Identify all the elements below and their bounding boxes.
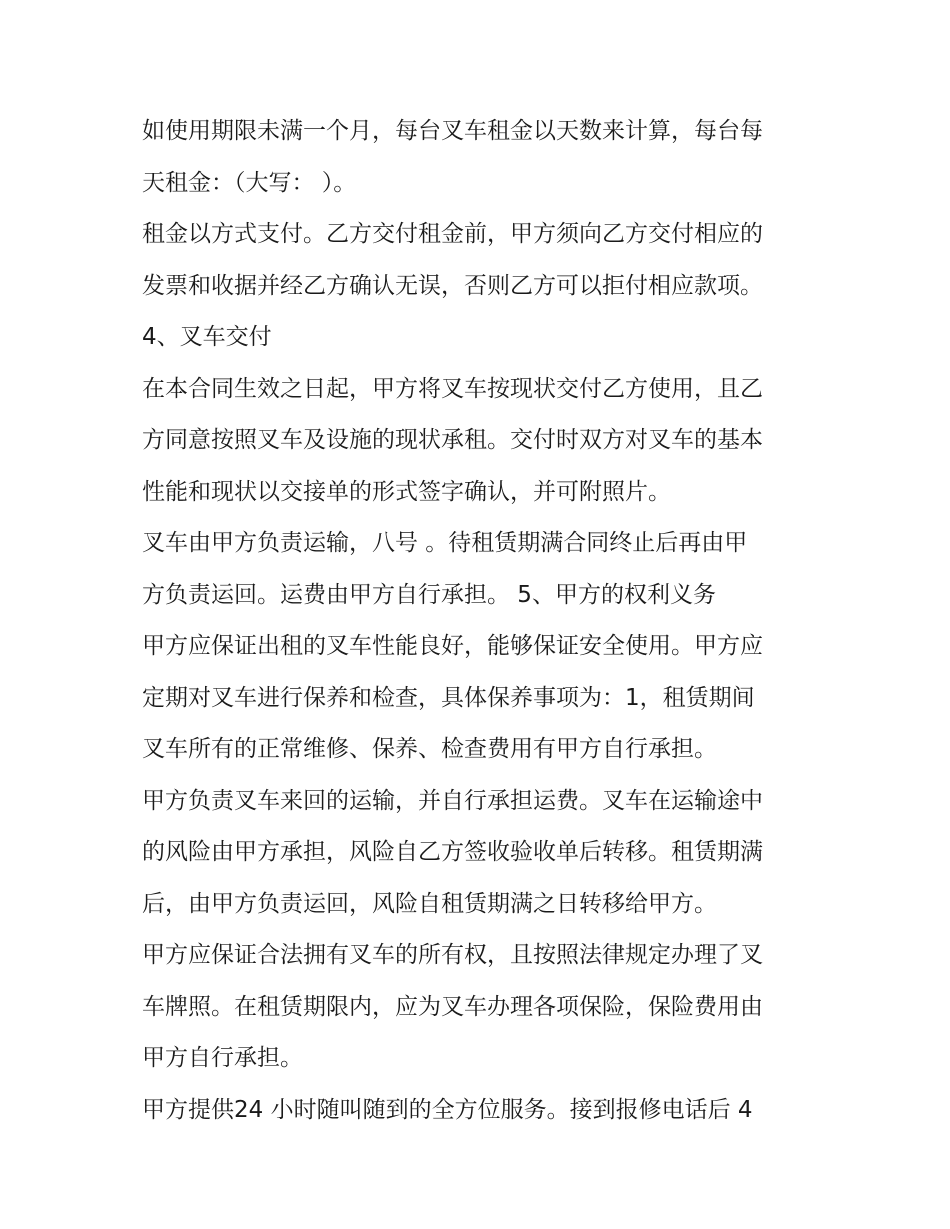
contract-text-body xyxy=(142,106,822,1136)
text-line: 甲方自行承担。 xyxy=(142,1045,303,1071)
text-line: 如使用期限未满一个月，每台叉车租金以天数来计算，每台每 xyxy=(142,118,763,144)
text-line: 车牌照。在租赁期限内，应为叉车办理各项保险，保险费用由 xyxy=(142,993,763,1020)
text-line: 后，由甲方负责运回，风险自租赁期满之日转移给甲方。 xyxy=(142,890,717,917)
text-line: 甲方负责叉车来回的运输，并自行承担运费。叉车在运输途中 xyxy=(142,787,763,814)
text-line: 的风险由甲方承担，风险自乙方签收验收单后转移。租赁期满 xyxy=(142,839,763,865)
text-line: 甲方应保证合法拥有叉车的所有权，且按照法律规定办理了叉 xyxy=(142,942,763,968)
text-line: 叉车由甲方负责运输，八号 。待租赁期满合同终止后再由甲 xyxy=(142,530,748,556)
text-line: 天租金：（大写： ）。 xyxy=(142,169,357,196)
text-line: 性能和现状以交接单的形式签字确认，并可附照片。 xyxy=(142,478,671,505)
text-line: 发票和收据并经乙方确认无误，否则乙方可以拒付相应款项。 xyxy=(142,272,763,299)
text-line: 叉车所有的正常维修、保养、检查费用有甲方自行承担。 xyxy=(142,736,717,762)
text-line: 方同意按照叉车及设施的现状承租。交付时双方对叉车的基本 xyxy=(142,427,763,453)
text-line: 定期对叉车进行保养和检查，具体保养事项为：1，租赁期间 xyxy=(142,684,755,711)
text-line: 方负责运回。运费由甲方自行承担。 5、甲方的权利义务 xyxy=(142,581,716,608)
text-line: 在本合同生效之日起，甲方将叉车按现状交付乙方使用，且乙 xyxy=(142,375,763,402)
section-heading: 4、叉车交付 xyxy=(142,324,272,350)
text-line: 甲方提供24 小时随叫随到的全方位服务。接到报修电话后 4 xyxy=(142,1096,753,1123)
text-line: 甲方应保证出租的叉车性能良好，能够保证安全使用。甲方应 xyxy=(142,633,763,659)
text-line: 租金以方式支付。乙方交付租金前，甲方须向乙方交付相应的 xyxy=(142,221,763,247)
